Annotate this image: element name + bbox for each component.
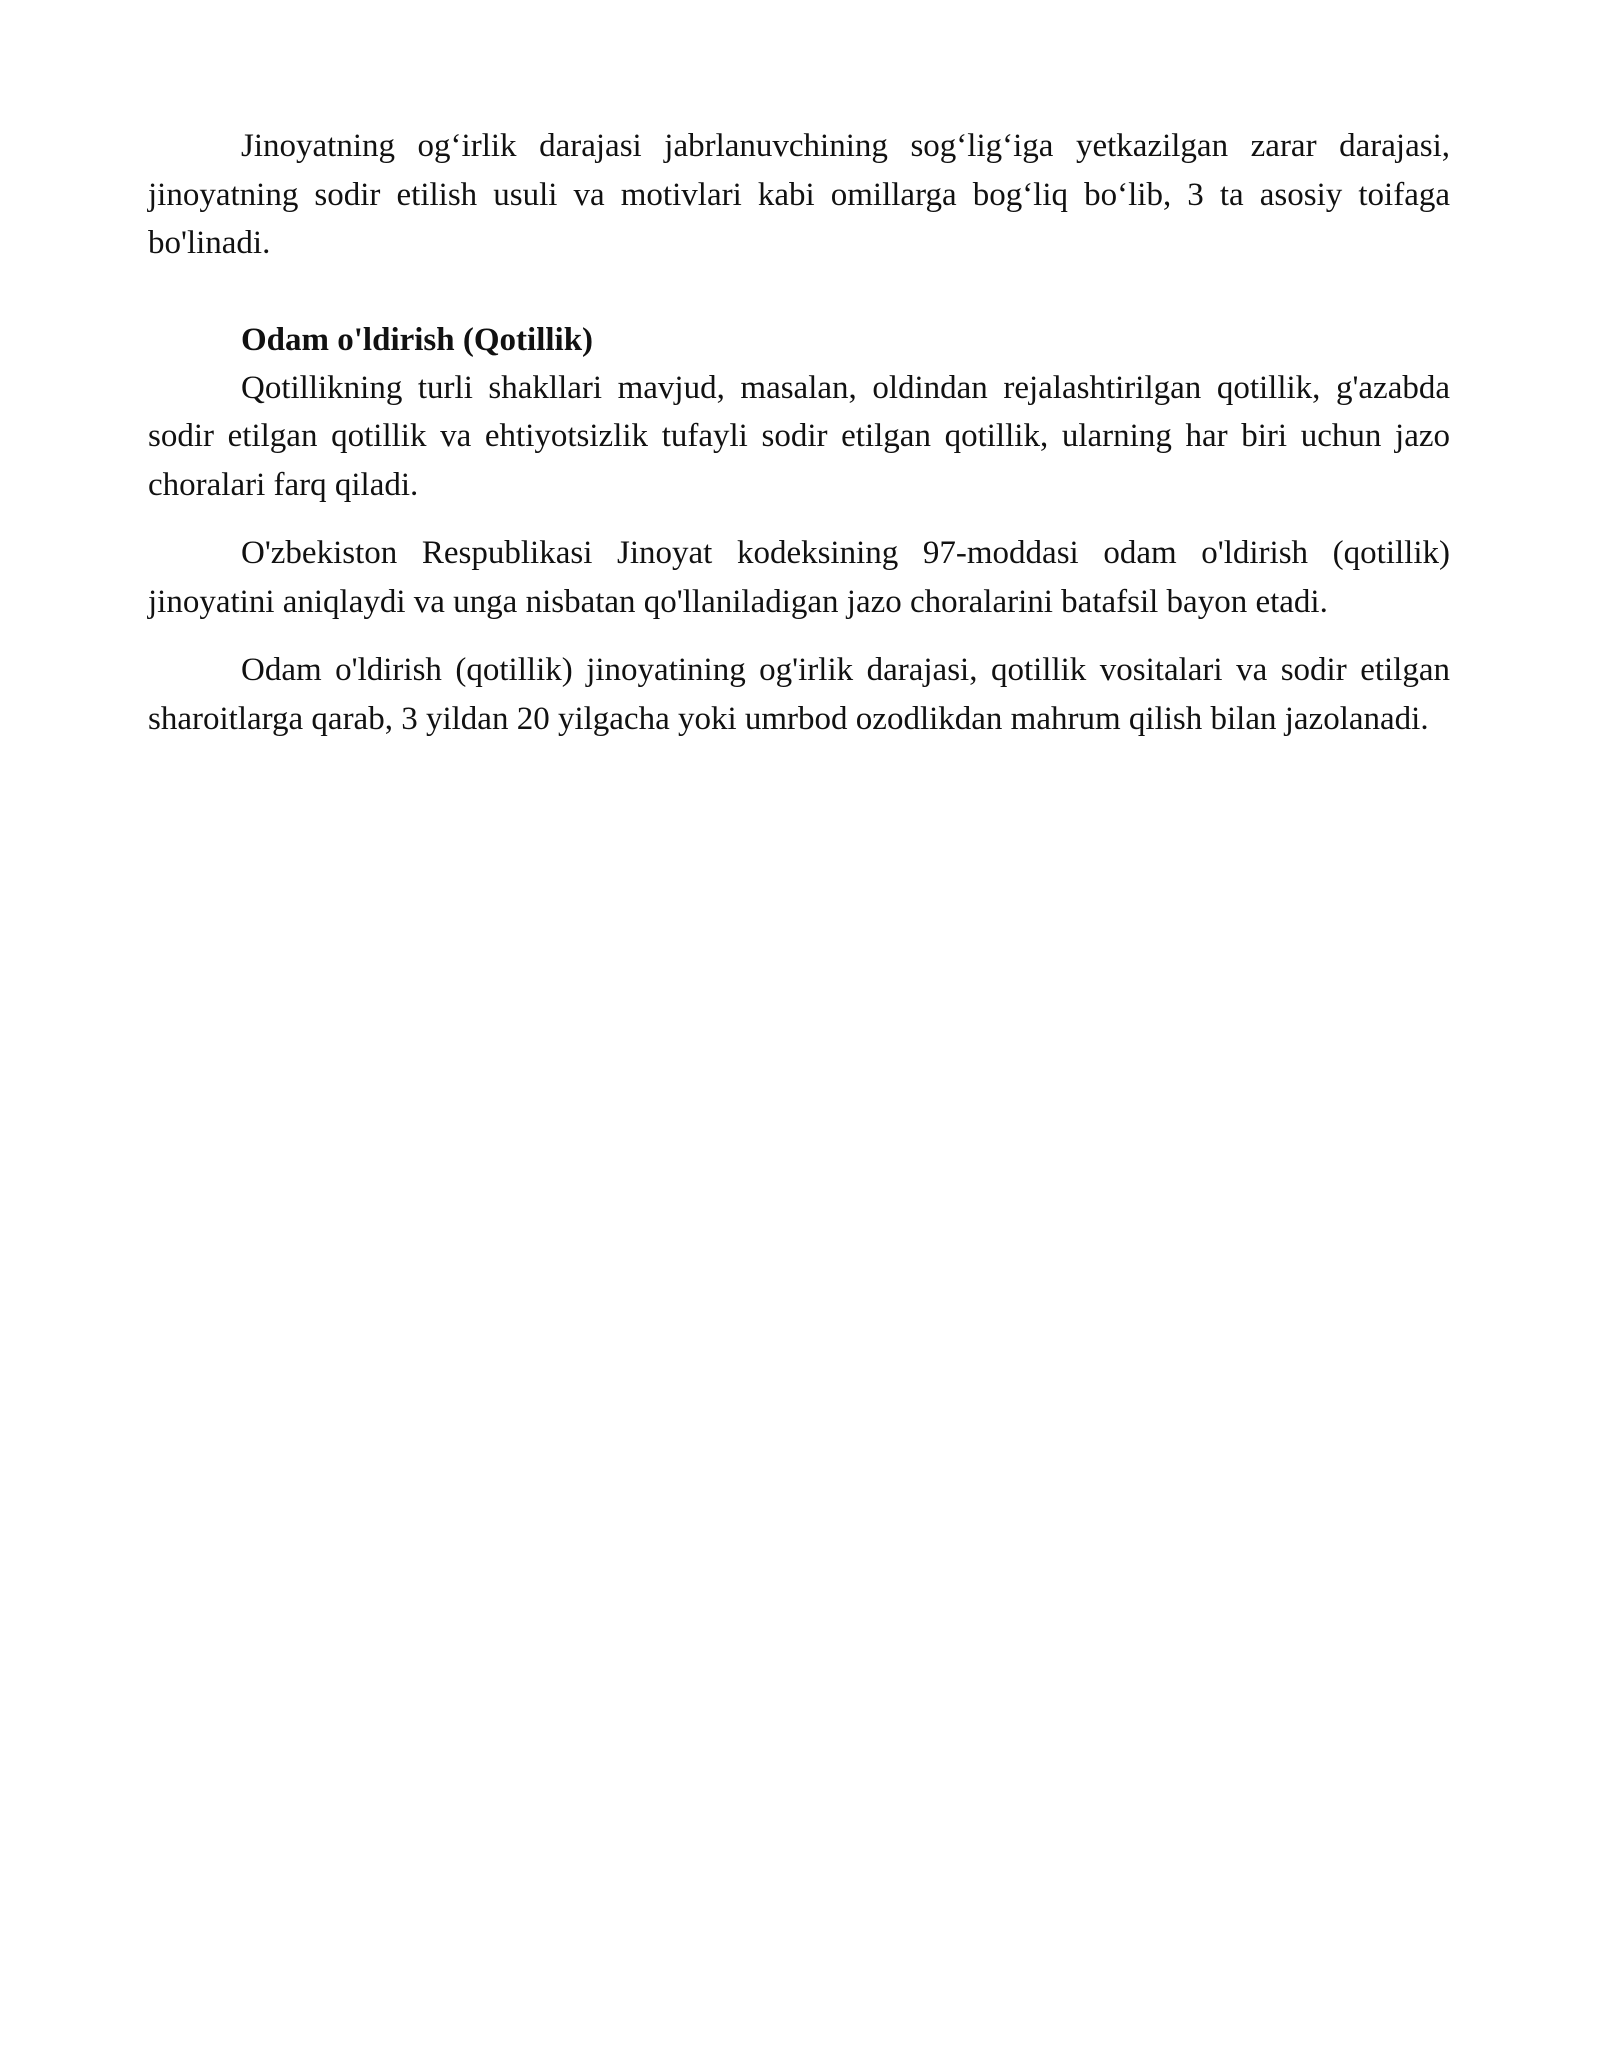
document-body — [148, 122, 1450, 743]
paragraph-article-97: O'zbekiston Respublikasi Jinoyat kodeksining 97-moddasi odam o'ldirish (qotillik) jinoyatini aniqlaydi va unga nisbatan qo'llaniladigan jazo choralarini batafsil bayon etadi. — [148, 535, 1450, 620]
paragraph-murder-forms: Qotillikning turli shakllari mavjud, masalan, oldindan rejalashtirilgan qotillik, g'azabda sodir etilgan qotillik va ehtiyotsizlik tufayli sodir etilgan qotillik, ularning har biri uchun jazo choralari farq qiladi. — [148, 369, 1450, 503]
paragraph-punishment: Odam o'ldirish (qotillik) jinoyatining og'irlik darajasi, qotillik vositalari va sodir etilgan sharoitlarga qarab, 3 yildan 20 yilgacha yoki umrbod ozodlikdan mahrum qilish bilan jazolanadi. — [148, 652, 1450, 737]
paragraph-severity-categories: Jinoyatning og‘irlik darajasi jabrlanuvchining sog‘lig‘iga yetkazilgan zarar darajasi, jinoyatning sodir etilish usuli va motivlari kabi omillarga bog‘liq bo‘lib, 3 ta asosiy toifaga bo'linadi. — [148, 128, 1450, 261]
section-heading: Odam o'ldirish (Qotillik) — [241, 321, 594, 358]
